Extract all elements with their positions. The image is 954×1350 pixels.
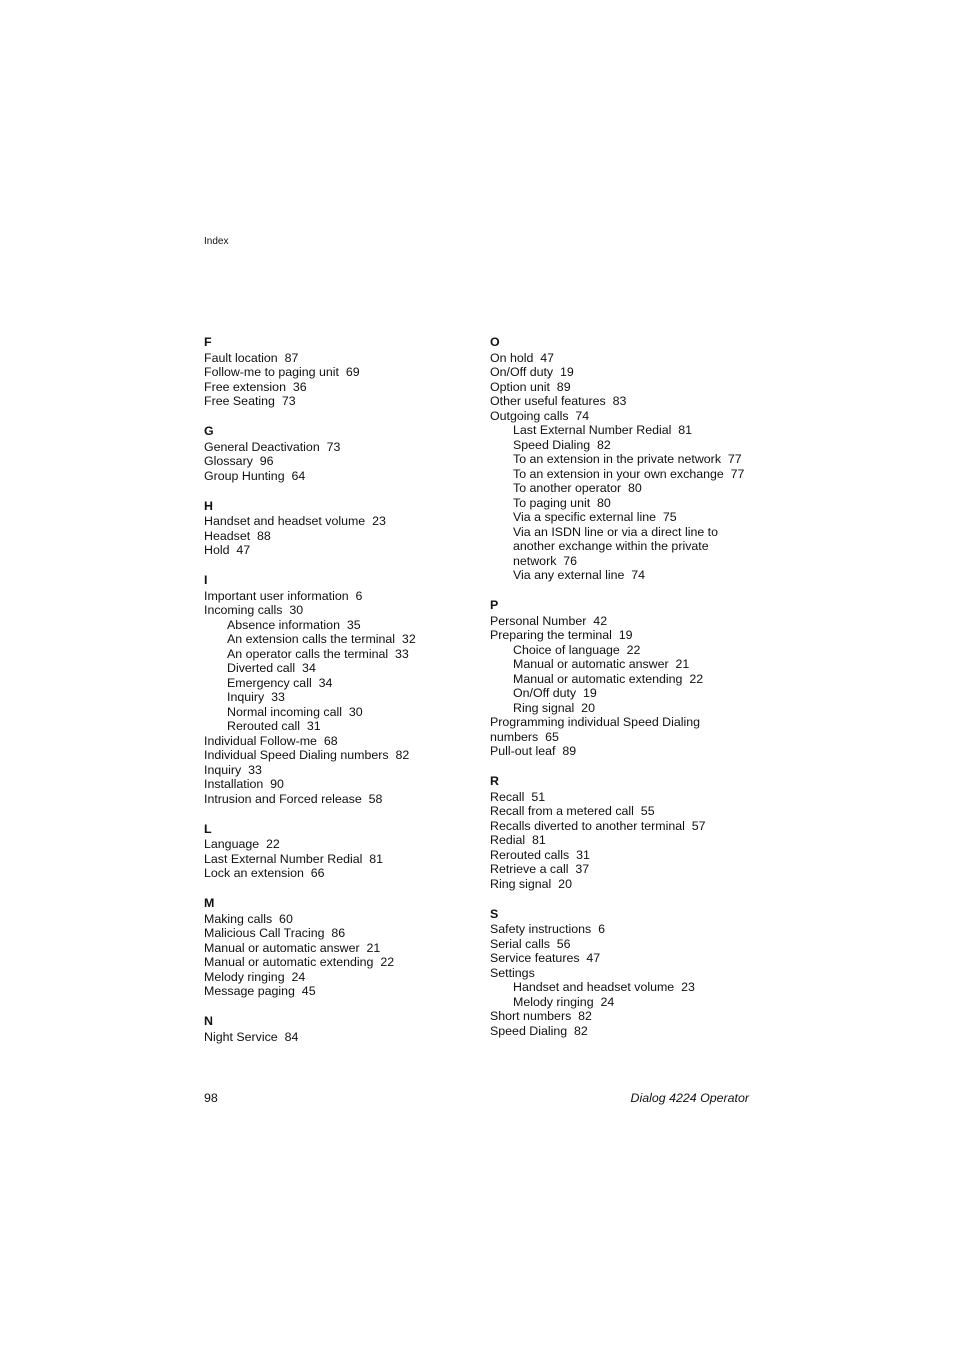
index-subentry: Rerouted call 31: [227, 719, 321, 733]
index-entry: Important user information 6: [204, 588, 363, 603]
index-subentry: Manual or automatic answer 21: [513, 657, 690, 671]
index-entry: Preparing the terminal 19: [490, 628, 633, 642]
index-entry: Installation 90: [204, 777, 284, 791]
index-subentry: Via a specific external line 75: [513, 510, 677, 524]
index-entry: Service features 47: [490, 951, 601, 965]
index-entry: Intrusion and Forced release 58: [204, 791, 383, 806]
index-entry: On hold 47: [490, 350, 555, 365]
index-subentry: To an extension in your own exchange 77: [513, 466, 745, 481]
document-title: Dialog 4224 Operator: [630, 1091, 749, 1105]
index-entry: Fault location 87: [204, 350, 299, 365]
index-column-left: [204, 335, 479, 1060]
index-section: [204, 896, 479, 999]
index-section: [490, 774, 775, 891]
index-section: [490, 598, 775, 759]
index-subentry: An extension calls the terminal 32: [227, 632, 416, 646]
index-section: [490, 335, 775, 583]
index-entry: Recalls diverted to another terminal 57: [490, 818, 706, 833]
index-entry: Settings: [490, 965, 535, 980]
index-section: [204, 335, 479, 409]
index-subentry: Via an ISDN line or via a direct line to: [513, 524, 719, 539]
index-entry: Other useful features 83: [490, 394, 627, 408]
index-subentry: Speed Dialing 82: [513, 437, 611, 452]
section-letter: N: [204, 1014, 213, 1028]
index-entry: Short numbers 82: [490, 1009, 592, 1023]
index-entry: Malicious Call Tracing 86: [204, 926, 346, 940]
page-number: 98: [204, 1091, 218, 1105]
index-entry: Redial 81: [490, 833, 546, 847]
index-column-right: [490, 335, 775, 1054]
index-subentry: To another operator 80: [513, 481, 642, 495]
index-subentry: Absence information 35: [227, 617, 361, 632]
index-section: [490, 907, 775, 1039]
index-entry: Night Service 84: [204, 1029, 299, 1044]
index-subentry: Via any external line 74: [513, 568, 646, 582]
index-entry: Handset and headset volume 23: [204, 514, 386, 528]
index-entry: Ring signal 20: [490, 876, 572, 891]
index-entry: Language 22: [204, 837, 280, 851]
index-subentry: On/Off duty 19: [513, 686, 597, 700]
index-entry: Follow-me to paging unit 69: [204, 365, 360, 379]
section-letter: F: [204, 335, 212, 349]
index-entry: numbers 65: [490, 729, 559, 744]
index-subentry: To paging unit 80: [513, 495, 611, 510]
index-subentry: Handset and headset volume 23: [513, 980, 695, 994]
index-entry: Outgoing calls 74: [490, 408, 590, 423]
index-entry: Rerouted calls 31: [490, 847, 590, 862]
index-entry: Group Hunting 64: [204, 468, 306, 483]
index-entry: General Deactivation 73: [204, 439, 341, 454]
section-letter: M: [204, 896, 215, 910]
index-entry: Recall from a metered call 55: [490, 804, 655, 818]
index-subentry: To an extension in the private network 77: [513, 452, 742, 466]
index-subentry: Inquiry 33: [227, 690, 285, 704]
section-letter: P: [490, 598, 499, 612]
section-letter: S: [490, 906, 499, 921]
index-entry: Option unit 89: [490, 379, 571, 394]
index-entry: Hold 47: [204, 543, 251, 557]
index-entry: Safety instructions 6: [490, 922, 606, 936]
index-entry: Individual Speed Dialing numbers 82: [204, 748, 410, 762]
index-entry: Programming individual Speed Dialing: [490, 715, 701, 729]
index-section: [204, 1014, 479, 1044]
index-entry: Manual or automatic extending 22: [204, 955, 395, 969]
index-entry: Pull-out leaf 89: [490, 744, 577, 758]
index-entry: Retrieve a call 37: [490, 862, 590, 876]
section-letter: I: [204, 573, 208, 587]
section-letter: L: [204, 821, 212, 836]
index-subentry: Diverted call 34: [227, 661, 316, 675]
index-entry: Serial calls 56: [490, 936, 571, 951]
section-letter: O: [490, 335, 500, 349]
running-head: Index: [204, 236, 229, 247]
index-entry: Manual or automatic answer 21: [204, 940, 381, 955]
index-entry: On/Off duty 19: [490, 365, 574, 379]
index-subentry: another exchange within the private: [513, 539, 709, 553]
section-letter: G: [204, 424, 214, 438]
index-entry: Personal Number 42: [490, 613, 608, 628]
index-subentry: network 76: [513, 553, 578, 568]
index-subentry: An operator calls the terminal 33: [227, 646, 409, 661]
index-entry: Lock an extension 66: [204, 866, 325, 880]
section-letter: H: [204, 498, 213, 513]
index-subentry: Melody ringing 24: [513, 994, 615, 1009]
index-subentry: Emergency call 34: [227, 675, 333, 690]
index-entry: Melody ringing 24: [204, 969, 306, 984]
index-section: [204, 822, 479, 881]
index-entry: Free Seating 73: [204, 394, 296, 408]
index-subentry: Ring signal 20: [513, 700, 595, 715]
index-subentry: Normal incoming call 30: [227, 704, 363, 719]
index-section: [204, 499, 479, 558]
index-entry: Incoming calls 30: [204, 603, 304, 617]
index-entry: Inquiry 33: [204, 762, 262, 777]
index-entry: Headset 88: [204, 528, 271, 543]
index-section: [204, 424, 479, 483]
index-entry: Last External Number Redial 81: [204, 851, 384, 866]
section-letter: R: [490, 774, 499, 788]
index-section: [204, 573, 479, 806]
index-subentry: Manual or automatic extending 22: [513, 671, 704, 686]
index-entry: Free extension 36: [204, 379, 307, 394]
index-entry: Message paging 45: [204, 984, 316, 998]
index-entry: Glossary 96: [204, 454, 274, 468]
index-entry: Recall 51: [490, 789, 546, 804]
index-subentry: Choice of language 22: [513, 642, 641, 657]
index-entry: Speed Dialing 82: [490, 1023, 588, 1038]
index-entry: Making calls 60: [204, 911, 293, 926]
index-subentry: Last External Number Redial 81: [513, 423, 693, 437]
index-entry: Individual Follow-me 68: [204, 733, 338, 748]
